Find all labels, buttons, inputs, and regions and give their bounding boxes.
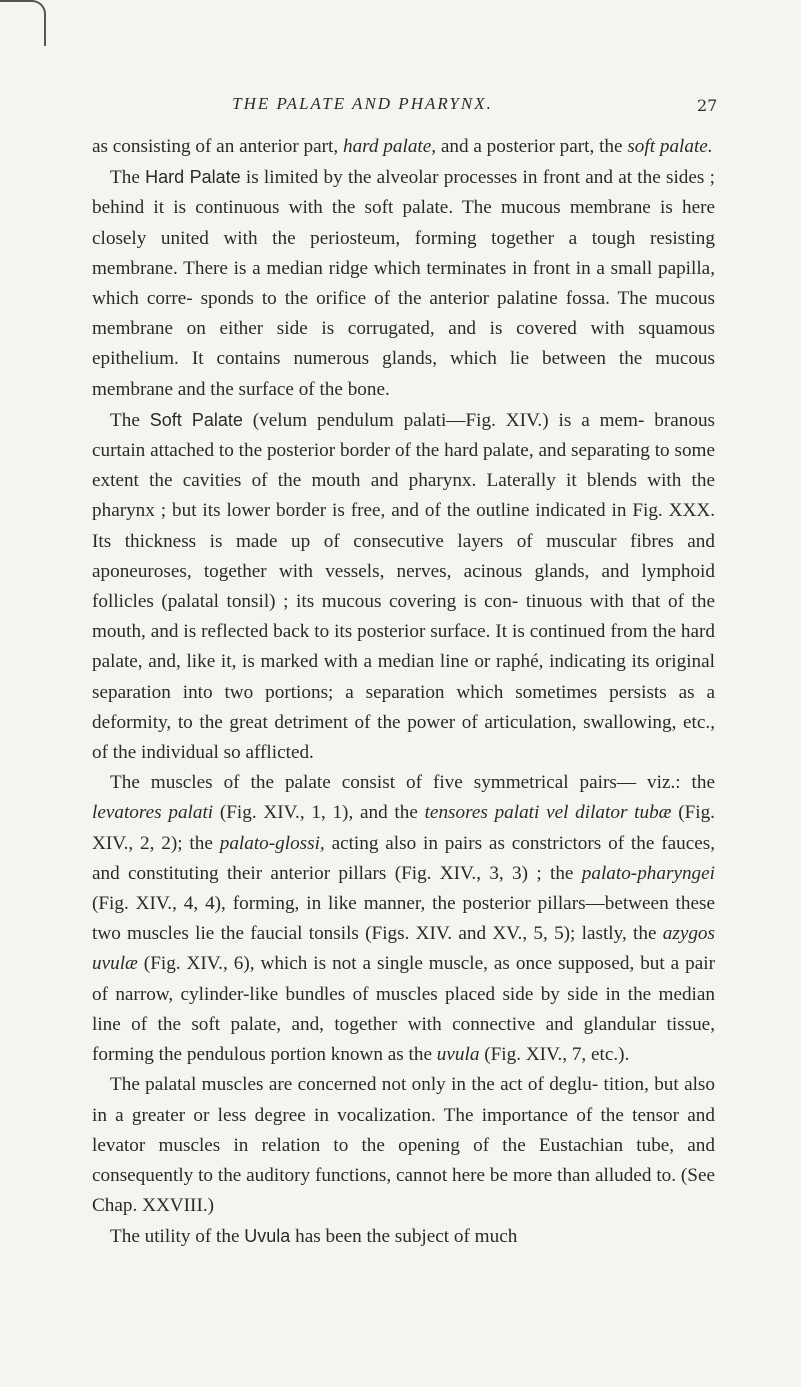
italic-term: palato-pharyngei xyxy=(581,862,715,884)
text-run: as consisting of an anterior part, xyxy=(92,136,343,157)
page-corner-mark xyxy=(0,0,46,46)
bold-heading-term: Uvula xyxy=(244,1226,291,1247)
italic-term: uvula xyxy=(436,1044,480,1066)
page-number: 27 xyxy=(697,96,718,115)
italic-term: levatores palati xyxy=(92,802,214,824)
paragraph xyxy=(92,405,715,768)
text-run: is limited by the alveolar processes in front and at the sides ; behind it is continuous with the soft palate. The mucous membrane is here closely united with the periosteum, forming together a tough resisting membrane. There is a median ridge which terminates in front in a small papilla, which corre- sponds to the orifice of the anterior palatine fossa. The mucous membrane on either side is corrugated, and is covered with squamous epithelium. It contains numerous glands, which lie between the mucous membrane and the surface of the bone. xyxy=(92,167,715,400)
text-run: The utility of the xyxy=(110,1226,245,1248)
text-run: and a posterior part, the xyxy=(436,136,628,157)
text-run: (Fig. XIV., 6), which is not a single muscle, as once supposed, but a pair of narrow, cylinder-like bundles of muscles placed side by side in the median line of the soft palate, and, together with connective and glandular tissue, forming the pendulous portion known as the xyxy=(92,953,715,1066)
paragraph xyxy=(92,162,715,405)
bold-heading-term: Soft Palate xyxy=(149,409,243,430)
text-run: The xyxy=(110,167,146,189)
paragraph xyxy=(92,132,715,162)
body-text xyxy=(92,132,715,1253)
italic-term: soft palate. xyxy=(627,136,713,157)
running-title: THE PALATE AND PHARYNX. xyxy=(232,94,493,113)
text-run: has been the subject of much xyxy=(290,1226,518,1248)
text-run: The muscles of the palate consist of five symmetrical pairs— viz.: the xyxy=(110,772,715,794)
text-run: (Fig. XIV., 2, 2); the xyxy=(92,802,715,854)
paragraph xyxy=(92,1221,715,1252)
text-run: The xyxy=(110,409,150,431)
text-run: The palatal muscles are concerned not only in the act of deglu- tition, but also in a greater or less degree in vocalization. The importance of the tensor and levator muscles in relation to the opening of the Eustachian tube, and consequently to the auditory functions, cannot here be more than alluded to. (See Chap. XXVIII.) xyxy=(92,1074,715,1217)
page-header xyxy=(0,88,801,128)
italic-term: palato-glossi, xyxy=(219,832,325,854)
text-run: (Fig. XIV., 7, etc.). xyxy=(479,1044,630,1066)
text-run: (Fig. XIV., 1, 1), and the xyxy=(213,802,425,824)
bold-heading-term: Hard Palate xyxy=(145,167,241,188)
italic-term: tensores palati vel dilator tubæ xyxy=(424,802,672,824)
italic-term: hard palate, xyxy=(342,136,437,157)
italic-term: azygos uvulæ xyxy=(92,923,715,975)
paragraph xyxy=(92,768,715,1070)
paragraph xyxy=(92,1070,715,1221)
text-run: acting also in pairs as constrictors of the fauces, and constituting their anterior pillars (Fig. XIV., 3, 3) ; the xyxy=(92,832,715,884)
text-run: (Fig. XIV., 4, 4), forming, in like manner, the posterior pillars—between these two muscles lie the faucial tonsils (Figs. XIV. and XV., 5, 5); lastly, the xyxy=(92,893,715,945)
text-run: (velum pendulum palati—Fig. XIV.) is a mem- branous curtain attached to the posterior border of the hard palate, and separating to some extent the cavities of the mouth and pharynx. Laterally it blends with the pharynx ; but its lower border is free, and of the outline indicated in Fig. XXX. Its thickness is made up of consecutive layers of muscular fibres and aponeuroses, together with vessels, nerves, acinous glands, and lymphoid follicles (palatal tonsil) ; its mucous covering is con- tinuous with that of the mouth, and is reflected back to its posterior surface. It is continued from the hard palate, and, like it, is marked with a median line or raphé, indicating its original separation into two portions; a separation which sometimes persists as a deformity, to the great detriment of the power of articulation, swallowing, etc., of the individual so afflicted. xyxy=(92,409,716,764)
